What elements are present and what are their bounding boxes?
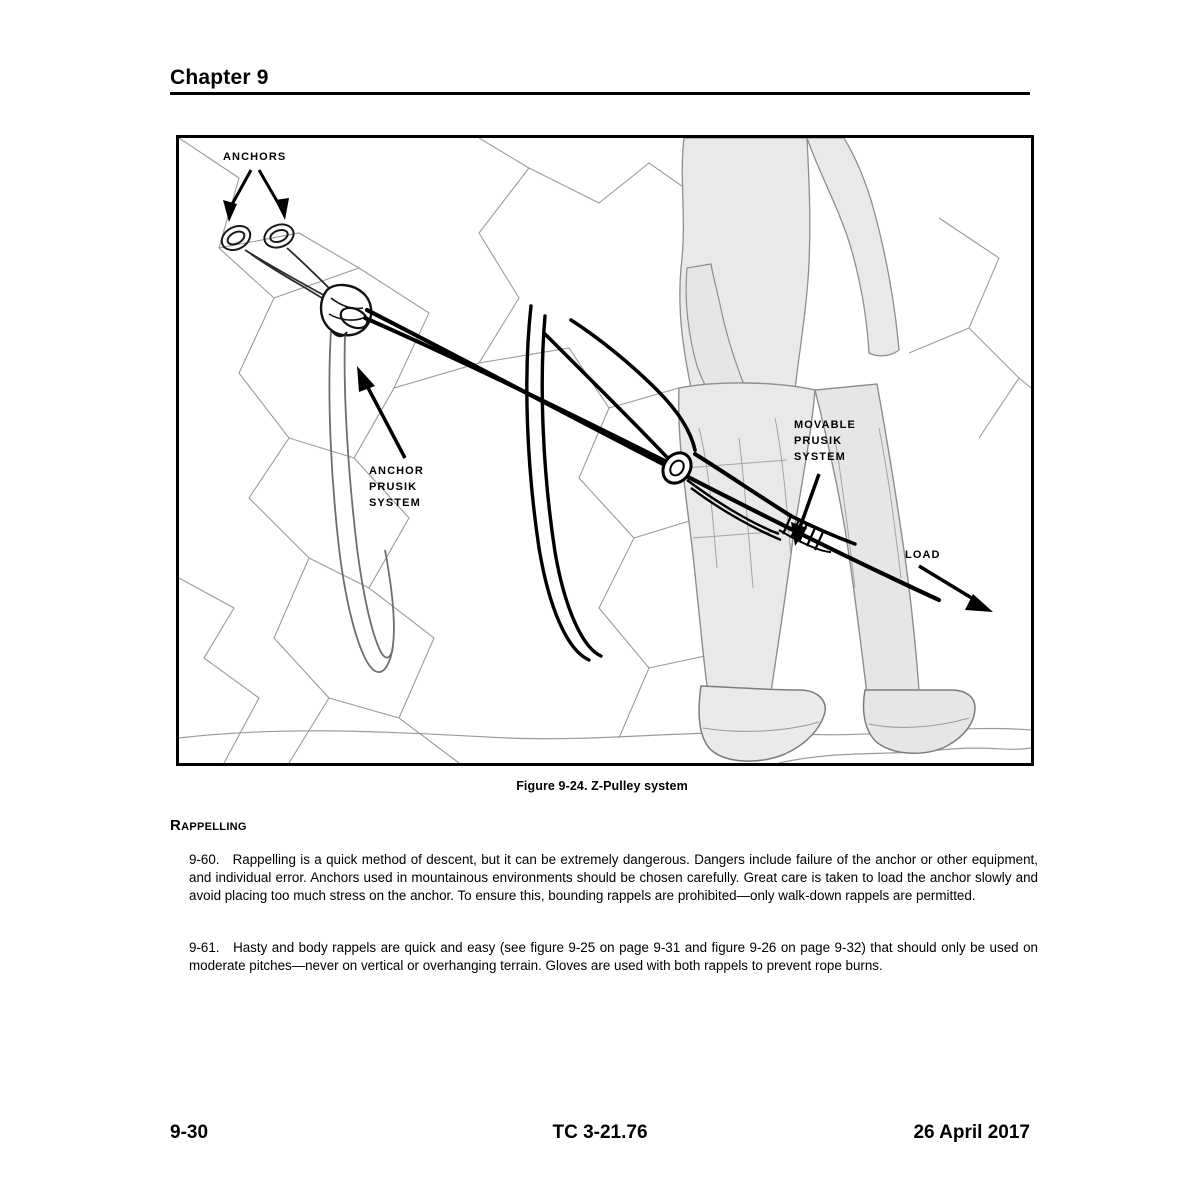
- header-divider: [170, 92, 1030, 95]
- label-movable-prusik-line3: SYSTEM: [794, 451, 846, 463]
- anchor-carabiners: [218, 221, 297, 255]
- label-anchors-text: ANCHORS: [223, 151, 287, 163]
- footer-publication: TC 3-21.76: [552, 1122, 648, 1143]
- label-anchor-prusik-system: [357, 366, 424, 509]
- page-header: [170, 66, 1030, 95]
- figure-caption: Figure 9-24. Z-Pulley system: [516, 779, 688, 793]
- figure-z-pulley-system: [176, 135, 1034, 766]
- paragraph-text-9-61: Hasty and body rappels are quick and easy (see figure 9-25 on page 9-31 and figure 9-26 on page 9-32) that should only be used on moderate pitches—never on vertical or overhanging terrain. Gloves are used with both rappels to prevent rope burns.: [189, 940, 1038, 974]
- footer-page-number: 9-30: [170, 1122, 209, 1143]
- label-anchors: [223, 151, 289, 222]
- anchor-master-point: [321, 285, 371, 335]
- paragraph-9-61: [189, 939, 1038, 975]
- label-anchor-prusik-line1: ANCHOR: [369, 465, 424, 477]
- page-footer: [170, 1122, 1030, 1144]
- label-anchor-prusik-line2: PRUSIK: [369, 481, 418, 493]
- paragraph-text-9-60: Rappelling is a quick method of descent, but it can be extremely dangerous. Dangers include failure of the anchor or other equipment, and individual error. Anchors used in mountainous environments should be chosen carefully. Great care is taken to load the anchor slowly and avoid placing too much stress on the anchor. To ensure this, bounding rappels are prohibited—only walk-down rappels are permitted.: [189, 852, 1038, 904]
- footer-date: 26 April 2017: [913, 1122, 1030, 1143]
- label-movable-prusik-line1: MOVABLE: [794, 419, 856, 431]
- figure-illustration: [179, 138, 1031, 763]
- soldier-illustration: [679, 138, 975, 761]
- paragraph-number-9-60: 9-60.: [189, 852, 220, 867]
- label-movable-prusik-line2: PRUSIK: [794, 435, 843, 447]
- paragraph-9-60: [189, 851, 1038, 906]
- paragraph-number-9-61: 9-61.: [189, 940, 220, 955]
- label-load: [905, 549, 993, 612]
- section-heading-rappelling: Rappelling: [170, 817, 247, 834]
- label-anchor-prusik-line3: SYSTEM: [369, 497, 421, 509]
- label-load-text: LOAD: [905, 549, 941, 561]
- chapter-title: Chapter 9: [170, 66, 269, 89]
